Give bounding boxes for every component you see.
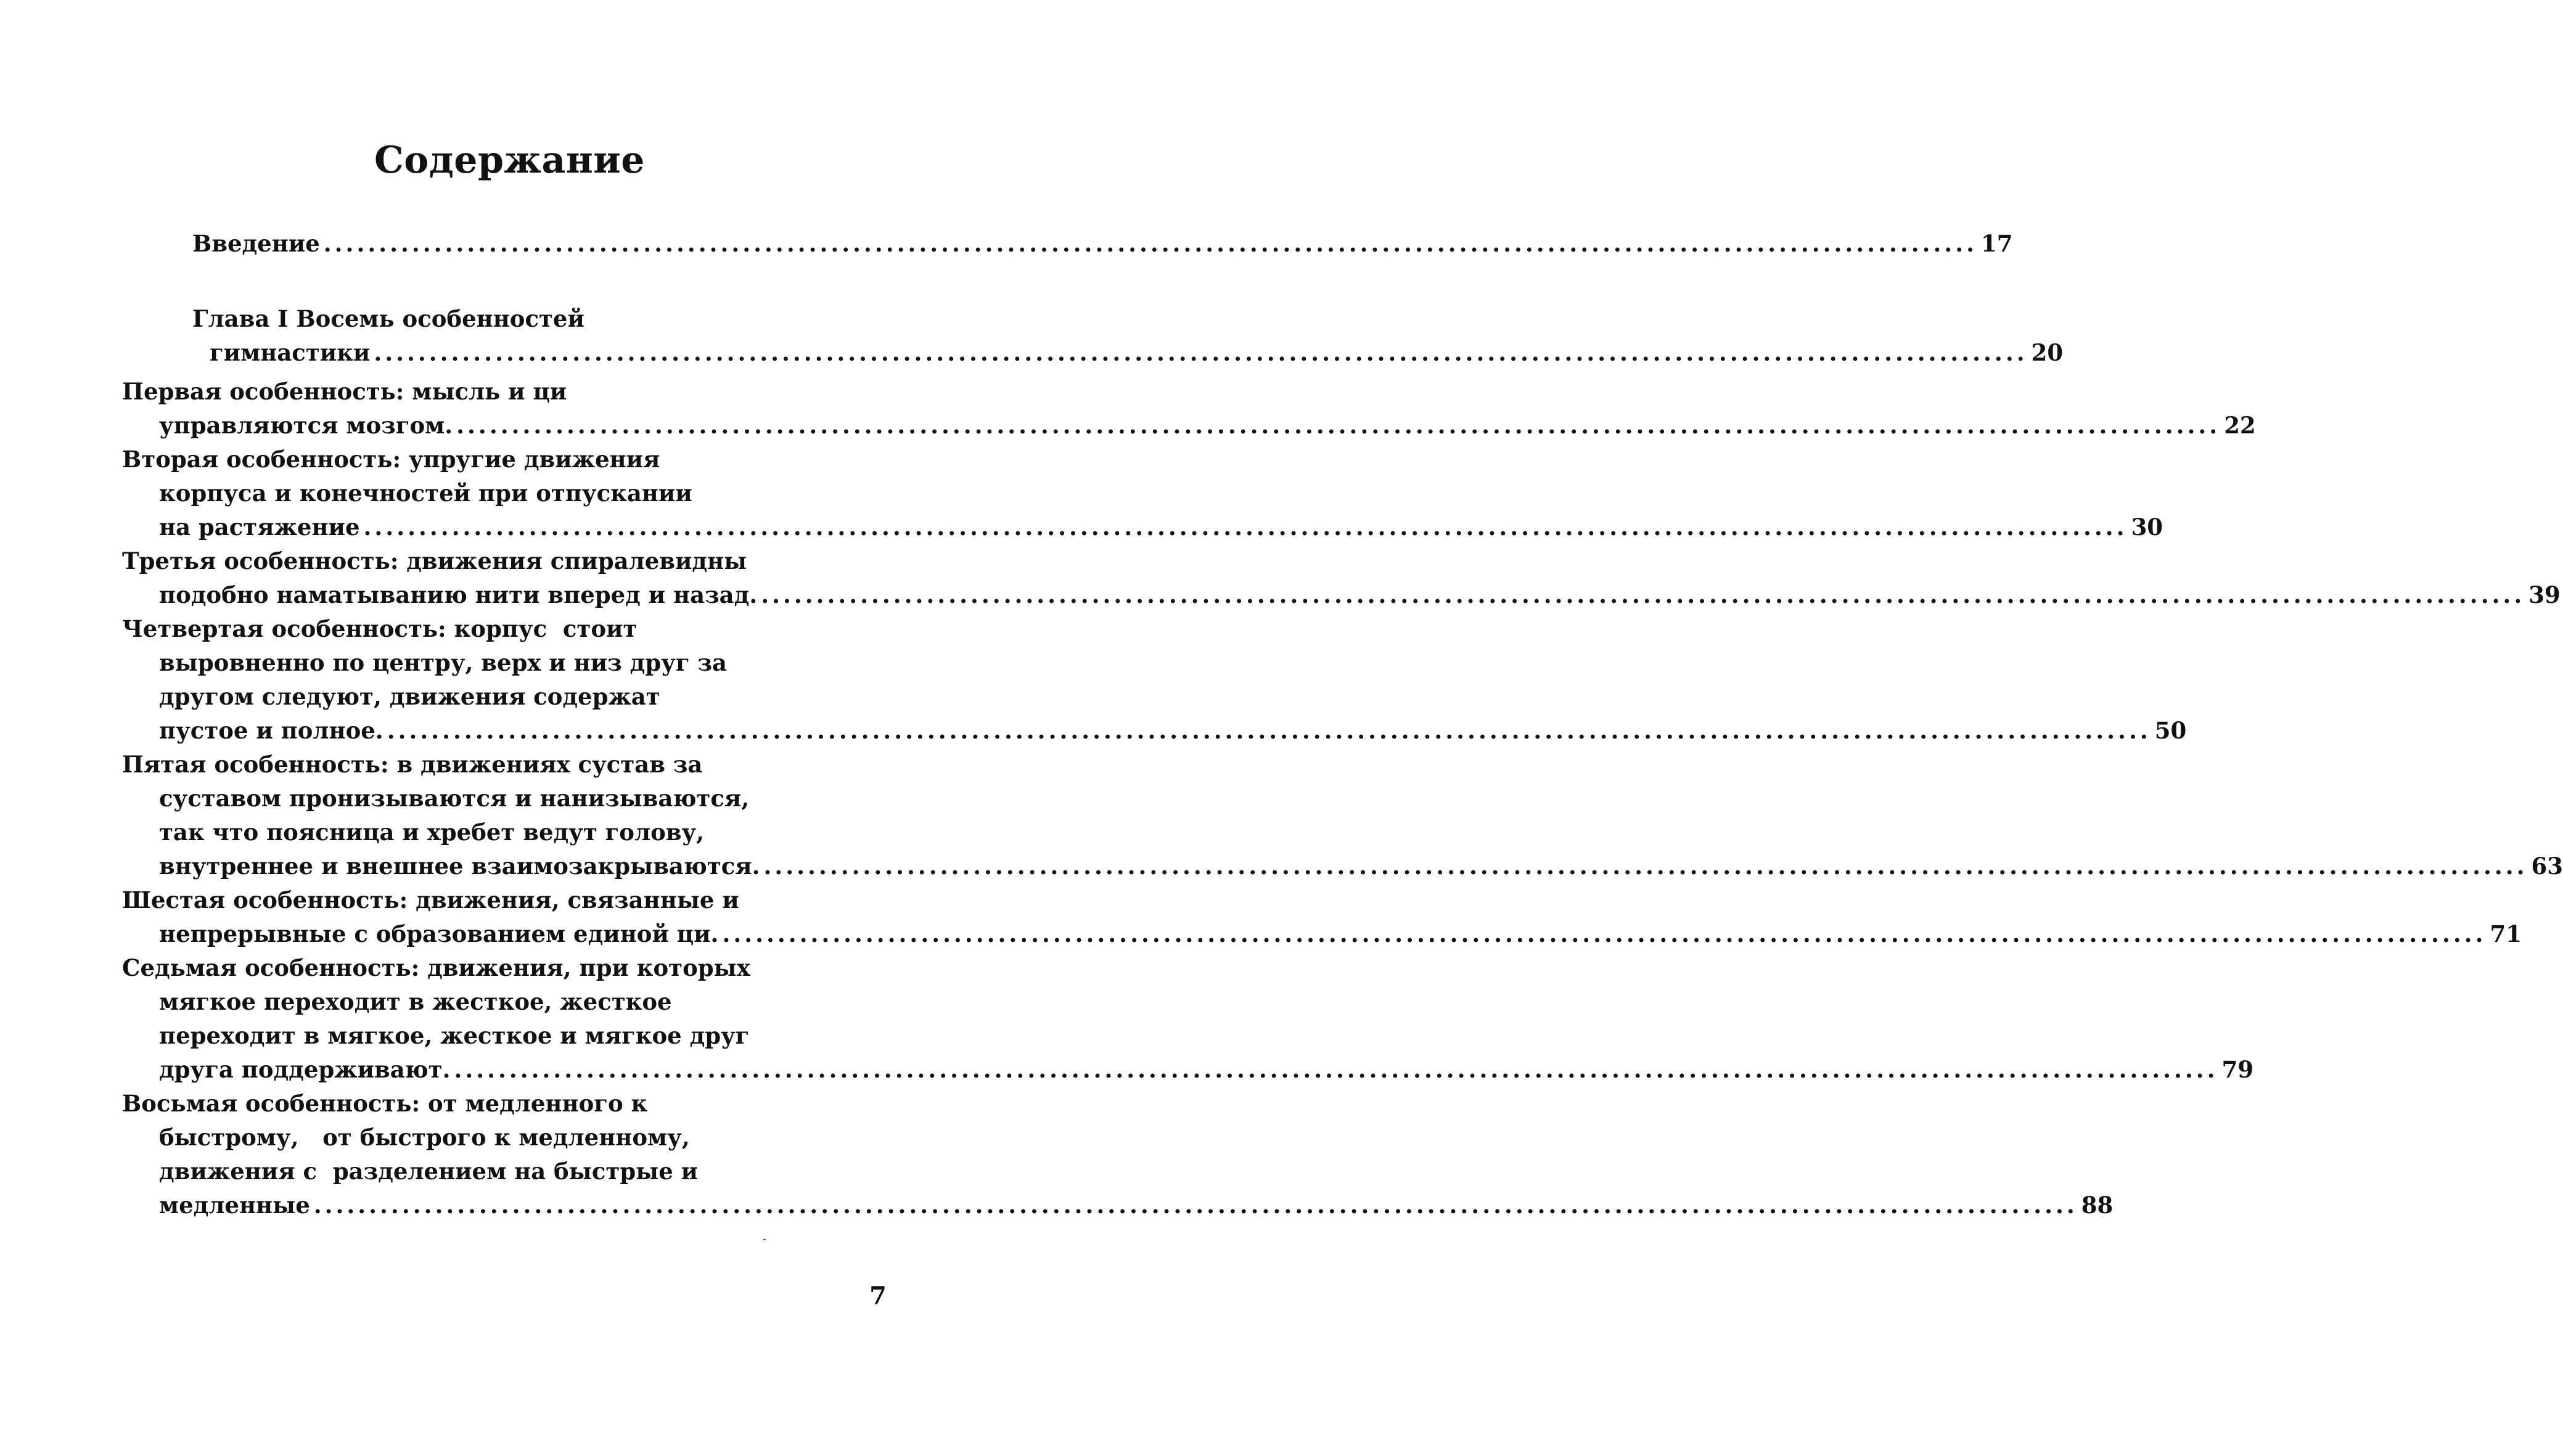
toc-entry-text: корпуса и конечностей при отпускании [159,480,692,507]
toc-entry-text: управляются мозгом. [159,412,453,439]
toc-entry-text: Пятая особенность: в движениях сустав за [122,751,703,778]
toc-entry-text: Шестая особенность: движения, связанные и [122,886,739,914]
toc-entry-text: друга поддерживают. [159,1056,451,1083]
toc-entry-text: так что поясница и хребет ведут голову, [159,819,705,846]
toc-entry [122,443,2163,544]
toc-line [122,883,884,917]
toc-line [210,336,2064,370]
toc-line [159,510,2163,544]
toc-entry [122,612,2187,748]
print-speck [763,1239,766,1240]
toc-entry-text: медленные [159,1192,310,1219]
toc-line [159,917,2522,951]
toc-page-number: 30 [2131,513,2163,541]
toc-line [122,748,884,782]
toc-page-number: 63 [2531,853,2563,880]
toc-entry-text: подобно наматыванию нити вперед и назад. [159,581,758,608]
toc-entry-text: Третья особенность: движения спиралевидны [122,547,747,575]
dot-leader: ................................................................................................................................................................ [387,717,2151,744]
toc-line [122,443,884,476]
toc-entry-text: выровненно по центру, верх и низ друг за [159,649,728,676]
toc-entry-text: на растяжение [159,513,360,541]
toc-page-number: 22 [2224,412,2256,439]
toc-entry-intro [192,227,2013,261]
toc-entry-text: Первая особенность: мысль и ци [122,378,567,405]
dot-leader: ................................................................................................................................................................ [761,581,2525,608]
toc-entry-text: непрерывные с образованием единой ци. [159,920,719,947]
toc-line [159,985,884,1019]
page-number-folio: 7 [869,1282,887,1311]
toc-entry-text: внутреннее и внешнее взаимозакрываются. [159,853,760,880]
dot-leader: ................................................................................................................................................................ [763,853,2528,880]
toc-entry [122,883,2522,951]
toc-page-number: 50 [2154,717,2187,744]
toc-page-number: 88 [2081,1192,2114,1219]
toc-line [159,782,884,816]
toc-entry-text: движения с разделением на быстрые и [159,1158,699,1185]
toc-entry-text: гимнастики [210,339,371,366]
toc-line [159,409,2256,443]
toc-line [122,1087,884,1121]
toc-entry-text: Четвертая особенность: корпус стоит [122,615,638,642]
toc-line [159,476,884,510]
toc-entry-text: мягкое переходит в жесткое, жесткое [159,988,672,1015]
toc-entry-text: быстрому, от быстрого к медленному, [159,1124,690,1151]
toc-entry-text: Глава I Восемь особенностей [192,305,584,332]
page-title: Содержание [374,139,645,182]
toc-line [159,1121,884,1155]
toc-entry-text: суставом пронизываются и нанизываются, [159,785,750,812]
toc-page-number: 20 [2031,339,2064,366]
dot-leader: ................................................................................................................................................................ [456,412,2221,439]
toc-entry-chapter [192,302,2064,370]
toc-line [159,714,2187,748]
toc-page-number: 17 [1981,230,2013,257]
toc-page-number: 71 [2490,920,2522,947]
dot-leader: ................................................................................................................................................................ [313,1192,2078,1219]
toc-line [159,816,884,849]
toc-line [122,612,884,646]
toc-entry [122,951,2253,1087]
toc-entry-text: другом следуют, движения содержат [159,683,660,710]
toc-line [159,578,2561,612]
toc-line [192,302,884,336]
toc-line [122,951,884,985]
toc-line [159,1188,2114,1222]
toc-entry [122,375,2256,443]
toc-page-number: 39 [2528,581,2561,608]
toc-entry-text: Введение [192,230,320,257]
toc-line [159,1053,2253,1087]
toc-entry-text: переходит в мягкое, жесткое и мягкое друг [159,1022,750,1049]
toc-line [159,646,884,680]
toc-entry-text: пустое и полное. [159,717,383,744]
toc-entry-text: Восьмая особенность: от медленного к [122,1090,648,1117]
toc-line [122,544,884,578]
toc-entry-text: Седьмая особенность: движения, при которых [122,954,750,981]
toc-line [122,375,884,409]
toc-line [159,1155,884,1188]
toc-entry [122,748,2563,883]
dot-leader: ................................................................................................................................................................ [454,1056,2218,1083]
toc-entry [122,1087,2114,1222]
toc-line [192,227,2013,261]
dot-leader: ................................................................................................................................................................ [722,920,2487,947]
toc-line [159,849,2563,883]
toc-line [159,680,884,714]
toc-line [159,1019,884,1053]
toc-page-number: 79 [2221,1056,2253,1083]
dot-leader: ...................................................................................................................................................... [323,230,1977,257]
toc-entry [122,544,2561,612]
dot-leader: ...................................................................................................................................................... [374,339,2028,366]
toc-entry-text: Вторая особенность: упругие движения [122,446,660,473]
dot-leader: ................................................................................................................................................................ [363,513,2128,541]
